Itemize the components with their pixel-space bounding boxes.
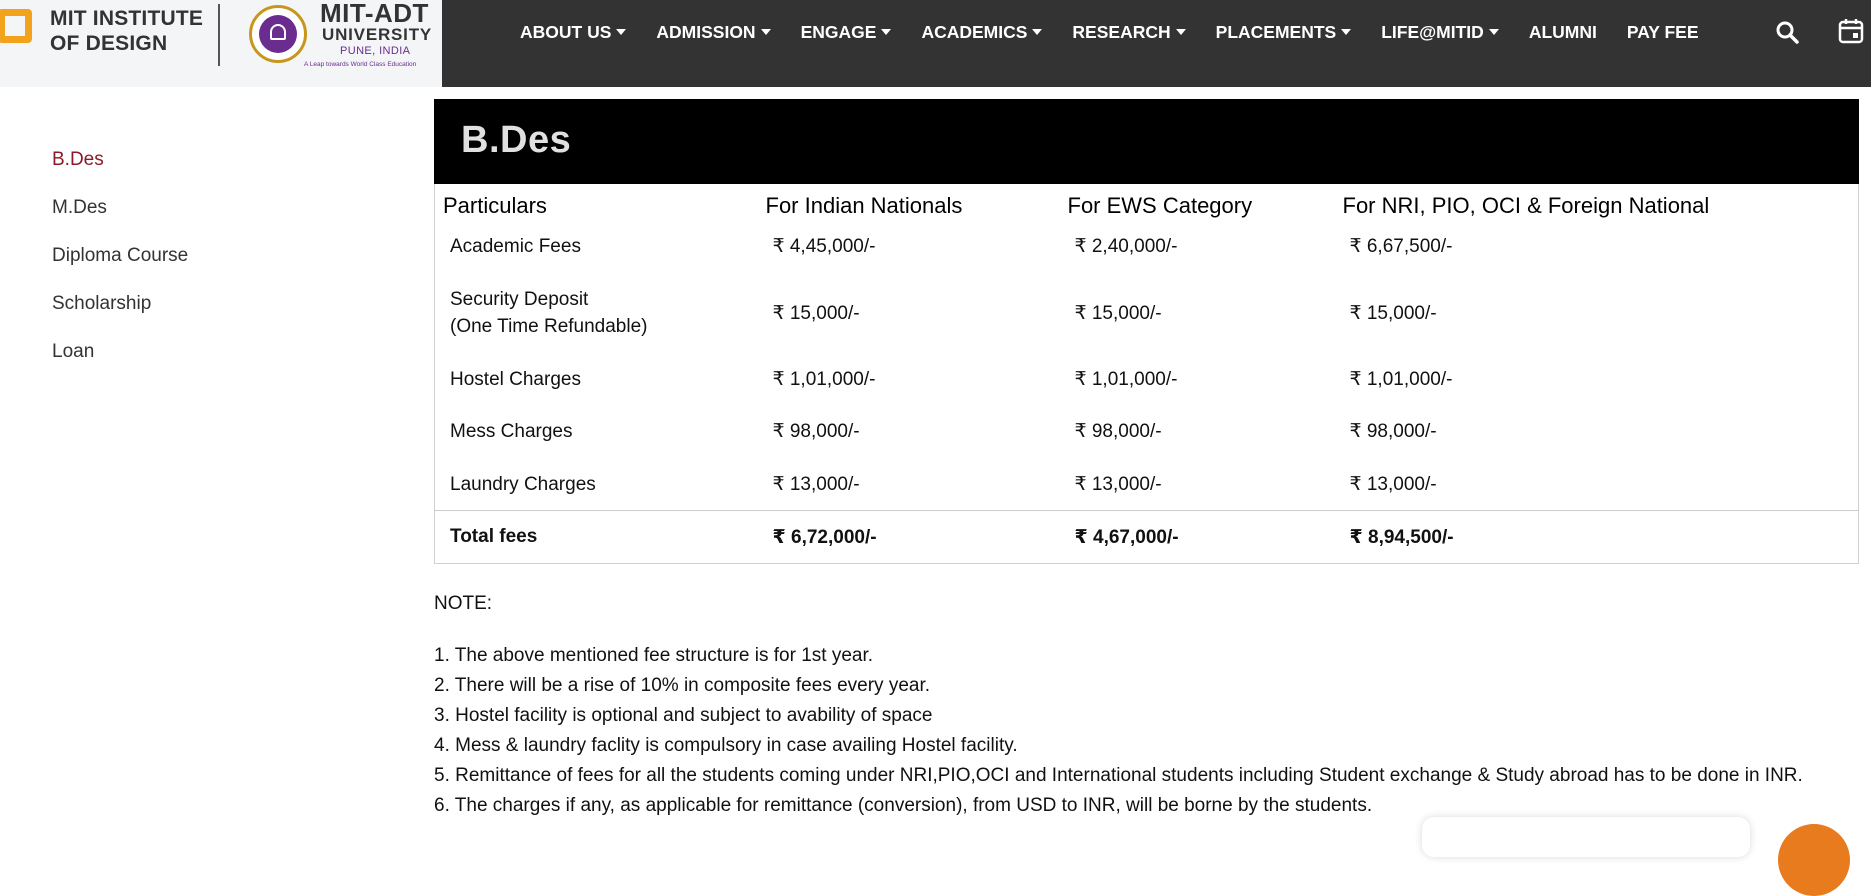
list-item: 1. The above mentioned fee structure is for 1st year. bbox=[434, 645, 874, 666]
table-header-ews: For EWS Category bbox=[1067, 193, 1253, 218]
table-header-nri: For NRI, PIO, OCI & Foreign National bbox=[1342, 193, 1710, 218]
chevron-down-icon bbox=[616, 29, 626, 35]
row-label-line2: (One Time Refundable) bbox=[450, 316, 648, 337]
cell-ews: ₹ 98,000/- bbox=[1074, 421, 1162, 442]
list-item: 5. Remittance of fees for all the students coming under NRI,PIO,OCI and International students including Student exchange & Study abroad has to be done in INR. bbox=[434, 765, 1803, 786]
page-title: B.Des bbox=[461, 119, 572, 161]
chevron-down-icon bbox=[881, 29, 891, 35]
cell-indian: ₹ 15,000/- bbox=[772, 302, 860, 324]
table-row bbox=[435, 405, 1859, 458]
nav-placements[interactable] bbox=[1216, 22, 1352, 43]
nav-label: PLACEMENTS bbox=[1215, 21, 1337, 42]
total-indian: ₹ 6,72,000/- bbox=[758, 511, 1060, 564]
university-seal-icon bbox=[249, 5, 307, 63]
nav-label: ABOUT US bbox=[520, 21, 612, 42]
cell-ews: ₹ 15,000/- bbox=[1074, 302, 1162, 324]
table-header-row bbox=[435, 184, 1859, 221]
sidebar-item-diploma-course[interactable]: Diploma Course bbox=[52, 245, 189, 266]
sidebar-item-bdes[interactable]: B.Des bbox=[52, 149, 104, 170]
sidebar-item-scholarship[interactable]: Scholarship bbox=[52, 293, 152, 314]
total-ews: ₹ 4,67,000/- bbox=[1060, 511, 1335, 564]
nav-research[interactable] bbox=[1072, 22, 1185, 43]
cell-nri: ₹ 15,000/- bbox=[1349, 302, 1437, 324]
mit-adt-logo-tagline: A Leap towards World Class Education bbox=[304, 61, 417, 68]
mit-adt-logo-city: PUNE, INDIA bbox=[340, 45, 411, 57]
main-nav bbox=[520, 20, 1729, 44]
list-item: 2. There will be a rise of 10% in composite fees every year. bbox=[434, 675, 931, 696]
cell-nri: ₹ 6,67,500/- bbox=[1349, 236, 1453, 257]
nav-label: LIFE@MITID bbox=[1381, 21, 1484, 42]
nav-label: ALUMNI bbox=[1528, 21, 1597, 42]
mit-institute-logo[interactable]: MIT INSTITUTE OF DESIGN bbox=[50, 7, 204, 55]
total-nri: ₹ 8,94,500/- bbox=[1335, 511, 1859, 564]
nav-label: RESEARCH bbox=[1072, 21, 1171, 42]
nav-life-mitid[interactable] bbox=[1381, 22, 1499, 43]
chevron-down-icon bbox=[761, 29, 771, 35]
chevron-down-icon bbox=[1032, 29, 1042, 35]
list-item: 3. Hostel facility is optional and subject to avability of space bbox=[434, 705, 933, 726]
site-header bbox=[0, 0, 1871, 87]
table-row bbox=[435, 354, 1859, 405]
fee-table bbox=[434, 184, 1859, 564]
note-heading: NOTE: bbox=[434, 593, 493, 614]
chevron-down-icon bbox=[1489, 29, 1499, 35]
nav-about-us[interactable] bbox=[520, 22, 626, 43]
table-row bbox=[435, 272, 1859, 354]
nav-label: ENGAGE bbox=[800, 21, 877, 42]
table-row bbox=[435, 458, 1859, 511]
nav-engage[interactable] bbox=[801, 22, 892, 43]
row-label: Laundry Charges bbox=[450, 473, 596, 495]
mit-logo-icon bbox=[0, 9, 32, 43]
sidebar-item-mdes[interactable]: M.Des bbox=[52, 197, 107, 218]
chevron-down-icon bbox=[1176, 29, 1186, 35]
cell-nri: ₹ 13,000/- bbox=[1349, 473, 1437, 495]
cell-indian: ₹ 4,45,000/- bbox=[772, 236, 876, 257]
table-row bbox=[435, 221, 1859, 272]
list-item: 4. Mess & laundry faclity is compulsory in case availing Hostel facility. bbox=[434, 735, 1018, 756]
row-label: Academic Fees bbox=[450, 236, 581, 257]
nav-label: ACADEMICS bbox=[921, 21, 1028, 42]
nav-alumni[interactable] bbox=[1529, 22, 1597, 43]
cell-nri: ₹ 1,01,000/- bbox=[1349, 369, 1453, 390]
row-label: Hostel Charges bbox=[450, 369, 581, 390]
logo-divider bbox=[218, 4, 220, 66]
table-header-particulars: Particulars bbox=[443, 193, 547, 218]
sidebar bbox=[52, 148, 188, 388]
mit-adt-logo-title[interactable]: MIT-ADT bbox=[320, 0, 429, 28]
table-header-indian: For Indian Nationals bbox=[765, 193, 963, 218]
chevron-down-icon bbox=[1341, 29, 1351, 35]
title-bar bbox=[434, 99, 1859, 184]
cell-ews: ₹ 2,40,000/- bbox=[1074, 236, 1178, 257]
cell-indian: ₹ 1,01,000/- bbox=[772, 369, 876, 390]
chat-popup[interactable] bbox=[1422, 817, 1750, 857]
mit-adt-logo-subtitle: UNIVERSITY bbox=[322, 25, 433, 44]
cell-ews: ₹ 13,000/- bbox=[1074, 473, 1162, 495]
table-total-row bbox=[435, 511, 1859, 564]
cell-ews: ₹ 1,01,000/- bbox=[1074, 369, 1178, 390]
row-label-line1: Security Deposit bbox=[450, 289, 589, 310]
main-content bbox=[434, 99, 1859, 564]
row-label: Mess Charges bbox=[450, 421, 573, 442]
cell-indian: ₹ 98,000/- bbox=[772, 421, 860, 442]
cell-indian: ₹ 13,000/- bbox=[772, 473, 860, 495]
list-item: 6. The charges if any, as applicable for remittance (conversion), from USD to INR, will be borne by the students. bbox=[434, 795, 1373, 816]
nav-admission[interactable] bbox=[656, 22, 770, 43]
nav-label: PAY FEE bbox=[1626, 21, 1699, 42]
nav-label: ADMISSION bbox=[656, 21, 756, 42]
nav-academics[interactable] bbox=[921, 22, 1042, 43]
sidebar-item-loan[interactable]: Loan bbox=[52, 341, 95, 362]
logo-area[interactable] bbox=[0, 0, 442, 87]
search-icon[interactable] bbox=[1775, 20, 1799, 44]
nav-pay-fee[interactable] bbox=[1627, 22, 1699, 43]
total-label: Total fees bbox=[435, 511, 758, 564]
notes-list bbox=[434, 641, 1803, 821]
row-label bbox=[435, 272, 758, 354]
chat-avatar-icon[interactable] bbox=[1778, 824, 1850, 896]
calendar-icon[interactable] bbox=[1838, 18, 1864, 44]
cell-nri: ₹ 98,000/- bbox=[1349, 421, 1437, 442]
